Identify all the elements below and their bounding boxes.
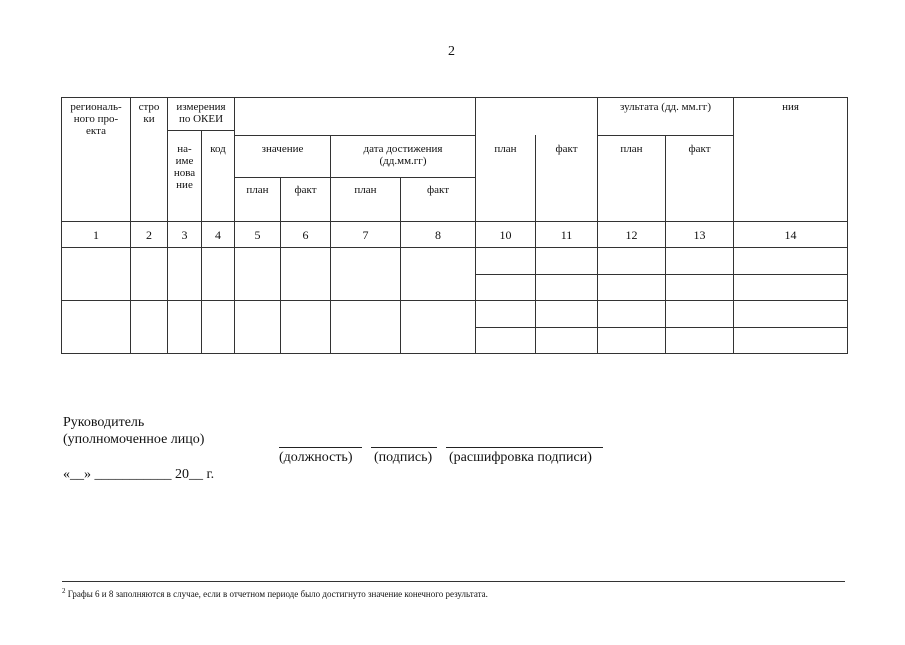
footnote-divider	[62, 581, 845, 582]
column-number: 1	[93, 228, 99, 242]
header-plan-10: план	[494, 143, 517, 155]
signature-date-line: «__» ___________ 20__ г.	[63, 467, 215, 482]
header-measure: измерения по ОКЕИ	[176, 101, 226, 125]
column-number: 4	[215, 228, 221, 242]
footnote-text: Графы 6 и 8 заполняются в случае, если в отчетном периоде было достигнуто значение конечного результата.	[67, 589, 488, 599]
decode-caption: (расшифровка подписи)	[449, 450, 592, 465]
header-last: ния	[782, 101, 799, 113]
sign-caption: (подпись)	[374, 450, 433, 465]
header-plan-5: план	[246, 184, 269, 196]
header-project: региональ- ного про- екта	[70, 101, 122, 137]
header-result-dates: зультата (дд. мм.гг)	[619, 101, 712, 113]
column-number: 10	[499, 228, 512, 242]
column-number: 6	[302, 228, 309, 242]
header-fact-6: факт	[294, 184, 317, 196]
signature-head-label: Руководитель	[63, 415, 145, 430]
column-number: 8	[435, 228, 441, 242]
header-name: на- име нова ние	[173, 143, 196, 191]
decode-line	[446, 447, 603, 448]
column-number: 2	[146, 228, 152, 242]
position-line	[279, 447, 362, 448]
footnote-mark: 2	[62, 587, 66, 595]
header-plan-12: план	[620, 143, 643, 155]
position-caption: (должность)	[279, 450, 353, 465]
column-number: 7	[362, 228, 369, 242]
sign-line	[371, 447, 437, 448]
page-number: 2	[448, 44, 455, 59]
header-fact-11: факт	[555, 143, 578, 155]
header-row: стро ки	[138, 101, 160, 125]
header-fact-8: факт	[426, 184, 450, 196]
column-number: 11	[560, 228, 573, 242]
column-number: 14	[784, 228, 797, 242]
header-value: значение	[261, 143, 304, 155]
column-number: 3	[181, 228, 188, 242]
footnote	[62, 587, 488, 599]
header-achieve-date: дата достижения (дд.мм.гг)	[363, 143, 443, 167]
column-number: 5	[254, 228, 261, 242]
column-number: 12	[625, 228, 638, 242]
header-code: код	[210, 143, 226, 155]
column-number: 13	[693, 228, 706, 242]
signature-authorized-label: (уполномоченное лицо)	[63, 432, 205, 447]
header-plan-7: план	[354, 184, 377, 196]
header-fact-13: факт	[688, 143, 711, 155]
